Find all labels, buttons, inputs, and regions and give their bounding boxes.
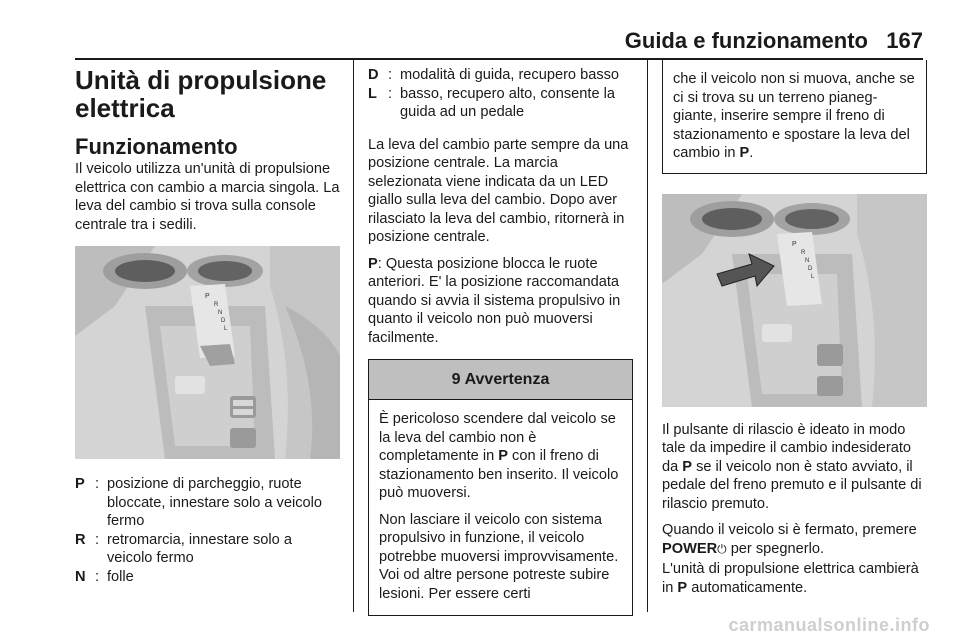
- gear-definitions-list: [75, 475, 340, 586]
- chapter-heading: Unità di propulsione elettrica: [75, 65, 327, 123]
- gear-key: P: [739, 145, 750, 161]
- svg-text:N: N: [805, 257, 810, 264]
- column-2: [368, 62, 633, 616]
- paragraph-text: automaticamente.: [687, 579, 808, 596]
- watermark: carmanualsonline.info: [728, 615, 930, 635]
- warning-paragraph: [379, 410, 622, 503]
- definition-key: N: [75, 568, 86, 585]
- svg-text:D: D: [221, 318, 226, 324]
- paragraph-text: se il veicolo non è stato avviato, il pedale del freno premuto e il pulsante di rilascio premuto.: [662, 458, 922, 512]
- definition-key: L: [368, 85, 377, 102]
- paragraph-text: Il pulsante di rilascio è ideato in modo tale da impedire il cambio indesiderato da: [662, 421, 912, 475]
- gear-key: P: [677, 579, 688, 596]
- definition-separator: :: [95, 476, 100, 492]
- release-button-illustration: [662, 194, 927, 407]
- definition-item: [75, 475, 340, 531]
- definition-item: [368, 66, 633, 85]
- gear-lever-illustration: [75, 246, 340, 459]
- definition-key: D: [368, 67, 379, 83]
- definition-item: [75, 531, 340, 568]
- body-paragraph: [662, 521, 927, 558]
- definition-text: basso, recupero alto, consente la guida ad un pedale: [400, 85, 615, 120]
- svg-text:D: D: [808, 265, 813, 272]
- section-title: Guida e funzionamento: [624, 28, 868, 53]
- gear-definitions-list: [368, 66, 633, 122]
- column-1: [75, 62, 340, 586]
- definition-key: P: [75, 476, 85, 492]
- paragraph-text: È pericoloso scendere dal veicolo se la leva del cambio non è completamente in: [379, 411, 616, 464]
- paragraph-text: per spegnerlo.: [726, 540, 824, 557]
- svg-text:R: R: [801, 249, 806, 256]
- column-divider: [647, 60, 648, 612]
- svg-text:L: L: [224, 326, 228, 332]
- definition-item: [75, 568, 340, 587]
- paragraph-text: .: [749, 145, 754, 161]
- warning-paragraph: Non lasciare il veicolo con sistema propulsivo in funzione, il veicolo potrebbe muoversi improvvisamente. Voi od altre persone potreste subire lesioni. Per essere certi: [379, 511, 619, 602]
- definition-item: [368, 85, 633, 122]
- paragraph-text: L'unità di propulsione elettrica cambierà in: [662, 561, 919, 596]
- power-icon: ⏻: [717, 541, 727, 556]
- page-number: 167: [886, 28, 923, 53]
- paragraph-text: con il freno di stazionamento ben inserito. Il veicolo può muoversi.: [379, 448, 619, 501]
- body-paragraph: La leva del cambio parte sempre da una posizione centrale. La marcia selezionata viene indicata da un LED giallo sulla leva del cambio. Dopo aver rilasciato la leva del cambio, ritornerà in posizione centrale.: [368, 136, 629, 245]
- paragraph-text: Quando il veicolo si è fermato, premere: [662, 522, 917, 538]
- body-paragraph: [368, 255, 633, 348]
- body-paragraph: [662, 421, 927, 514]
- warning-header: [369, 360, 632, 400]
- warning-title: Avvertenza: [464, 370, 550, 388]
- svg-text:N: N: [218, 310, 223, 316]
- warning-body: [369, 400, 632, 615]
- definition-separator: :: [388, 85, 393, 102]
- gear-key: P: [498, 448, 508, 464]
- definition-text: retromarcia, innestare solo a veicolo fermo: [107, 531, 292, 566]
- svg-text:R: R: [214, 302, 219, 308]
- intro-paragraph: Il veicolo utilizza un'unità di propulsione elettrica con cambio a marcia singola. La leva del cambio si trova sulla console centrale tra i sedili.: [75, 161, 340, 233]
- definition-text: modalità di guida, recupero basso: [400, 67, 620, 83]
- warning-paragraph: [673, 70, 916, 163]
- definition-separator: :: [95, 531, 100, 548]
- power-key: POWER: [662, 540, 718, 557]
- paragraph-text: che il veicolo non si muova, anche se ci si trova su un terreno pianeggiante, inserire sempre il freno di stazionamento e spostare la leva del cambio in: [673, 71, 915, 161]
- warning-box: [368, 359, 633, 616]
- section-subheading: Funzionamento: [75, 134, 238, 159]
- definition-key: R: [75, 531, 86, 548]
- column-3: [662, 62, 927, 597]
- gear-lever-photo: [75, 246, 340, 459]
- paragraph-text: : Questa posizione blocca le ruote anteriori. E' la posizione raccomandata quando si avvia il sistema propulsivo in quanto il veicolo non può muoversi facilmente.: [368, 255, 621, 346]
- svg-text:P: P: [792, 240, 797, 248]
- warning-box-continued: [662, 60, 927, 174]
- body-paragraph: [662, 560, 927, 597]
- gear-key: P: [368, 255, 378, 272]
- svg-text:P: P: [205, 293, 210, 300]
- page-header: [0, 22, 960, 56]
- warning-symbol: 9: [451, 370, 461, 388]
- column-divider: [353, 60, 354, 612]
- release-button-photo: [662, 194, 927, 407]
- definition-text: folle: [107, 568, 134, 585]
- svg-text:L: L: [811, 273, 815, 280]
- gear-key: P: [682, 458, 693, 475]
- definition-text: posizione di parcheggio, ruote bloccate, innestare solo a veicolo fermo: [107, 476, 322, 529]
- definition-separator: :: [388, 67, 393, 83]
- definition-separator: :: [95, 568, 100, 585]
